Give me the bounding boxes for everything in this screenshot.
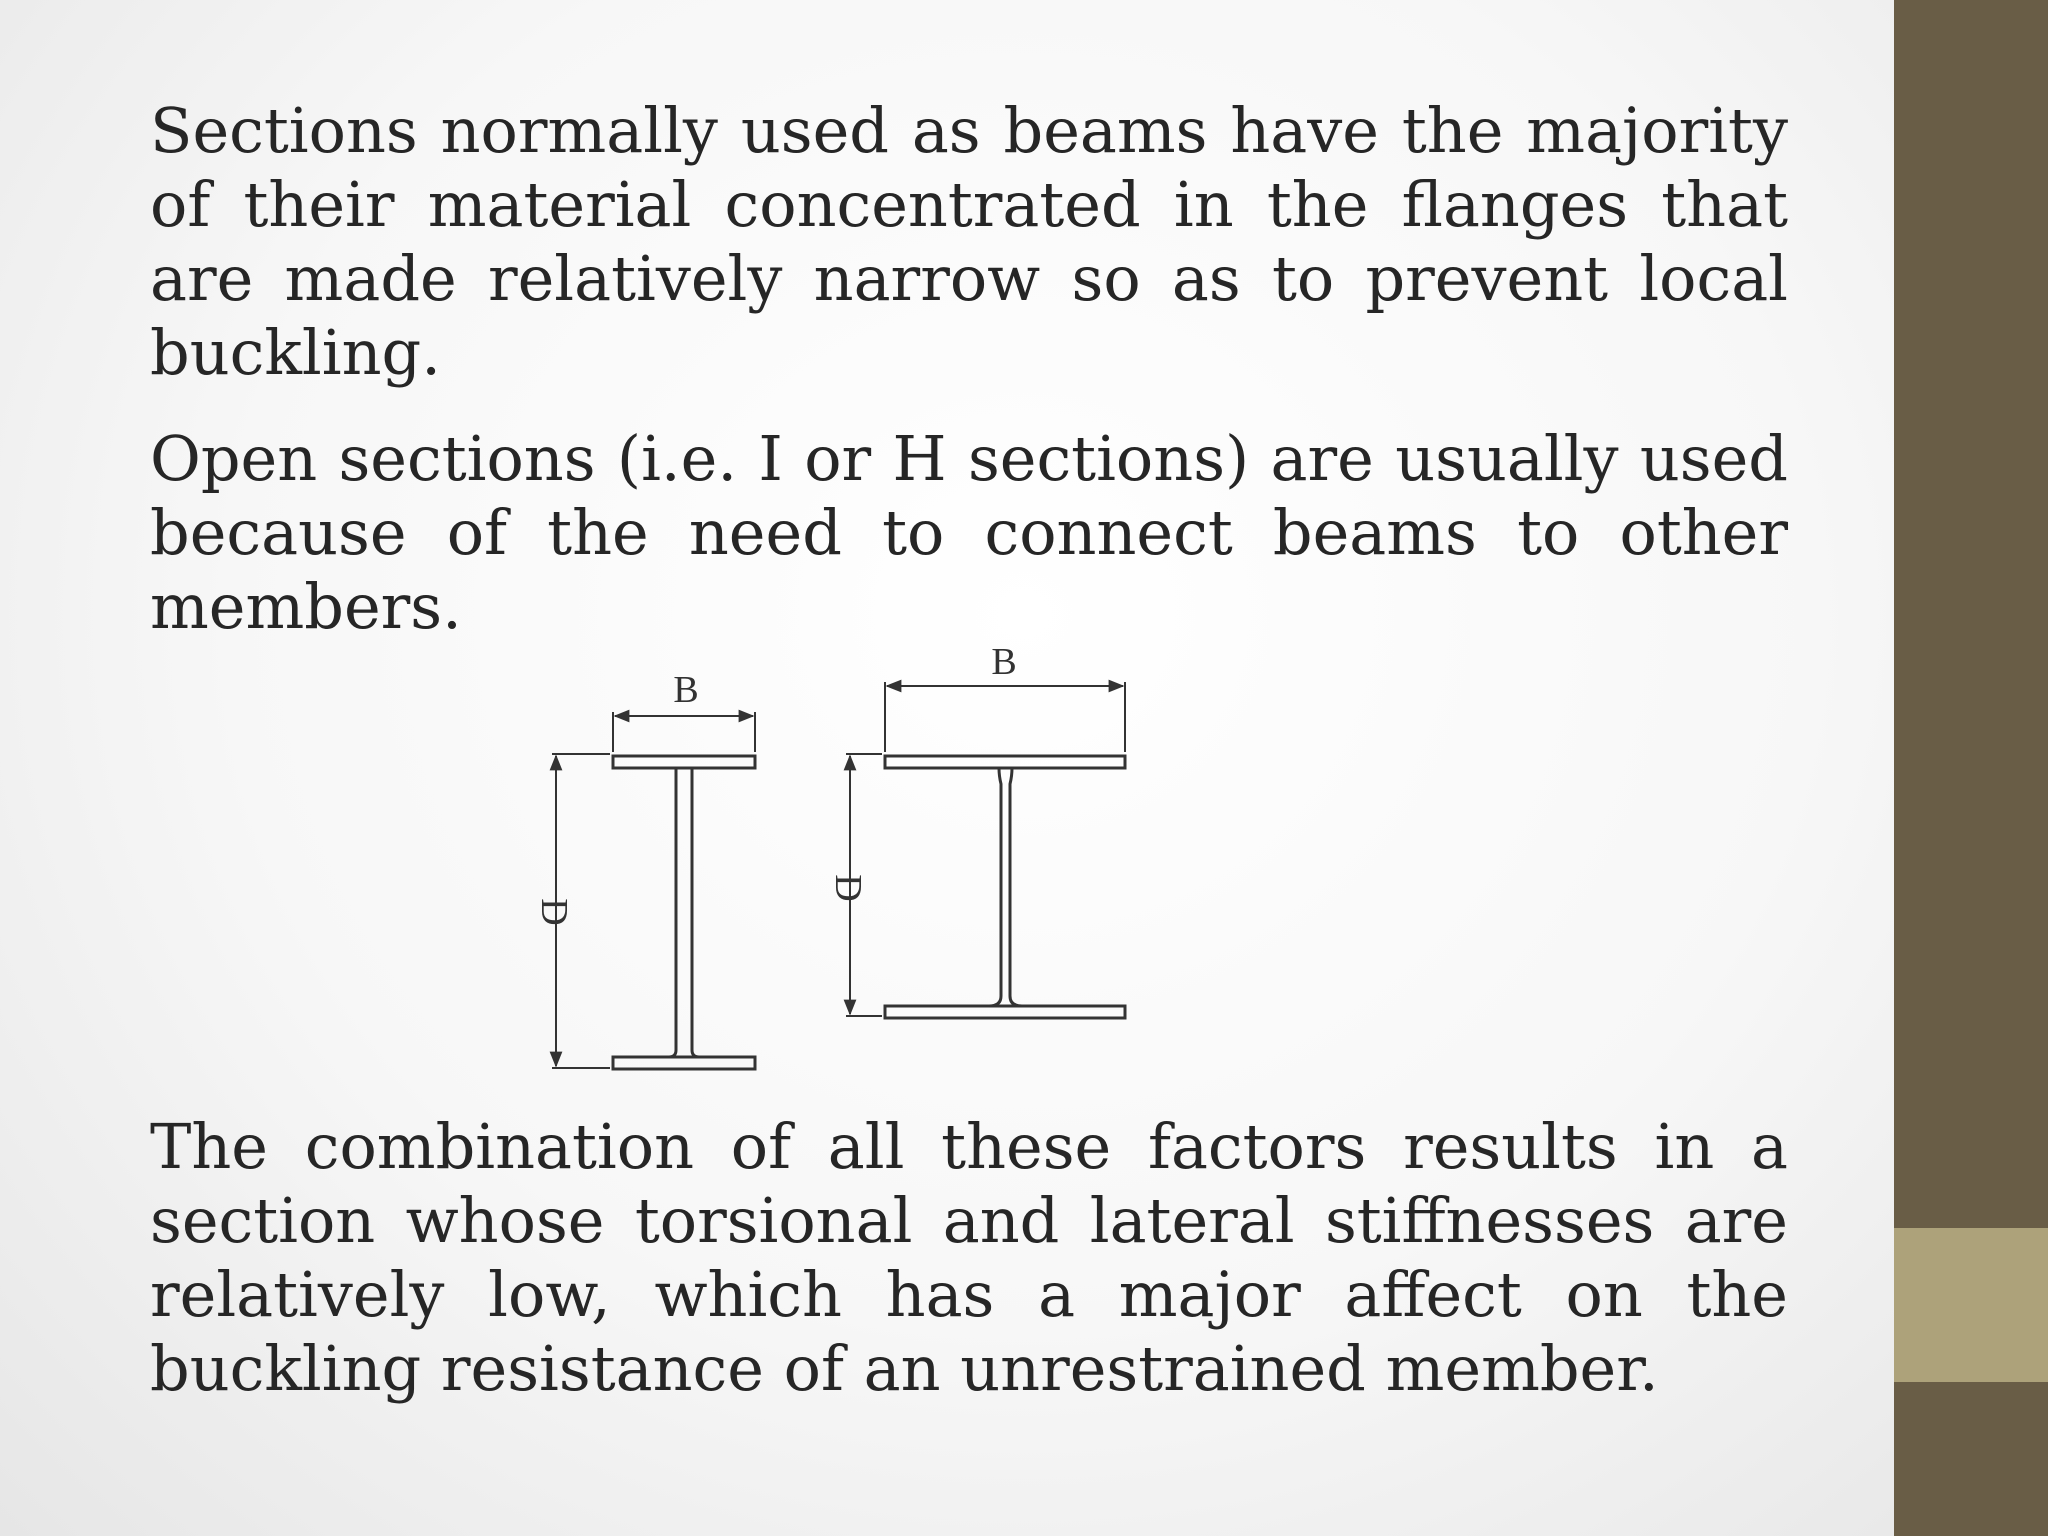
paragraph-beam-sections: Sections normally used as beams have the majority of their material concentrated in the flanges that are made relatively narrow so as to prevent local buckling. [150, 94, 1788, 389]
sidebar-accent-block [1894, 1228, 2048, 1382]
i-section-depth-label: D [533, 898, 575, 926]
paragraph-combination-factors: The combination of all these factors results in a section whose torsional and lateral stiffnesses are relatively low, which has a major affect on the buckling resistance of an unrestrained member. [150, 1110, 1788, 1405]
i-section-drawing [613, 756, 755, 1069]
h-section-width-label: B [991, 641, 1017, 683]
h-section-depth-label: D [827, 874, 869, 902]
h-section-drawing [885, 756, 1125, 1018]
paragraph-open-sections: Open sections (i.e. I or H sections) are usually used because of the need to connect beams to other members. [150, 422, 1788, 643]
i-section-width-label: B [673, 669, 699, 711]
h-section-width-dimension [885, 682, 1125, 752]
i-section-width-dimension [613, 712, 755, 752]
beam-sections-diagram [490, 630, 1170, 1090]
